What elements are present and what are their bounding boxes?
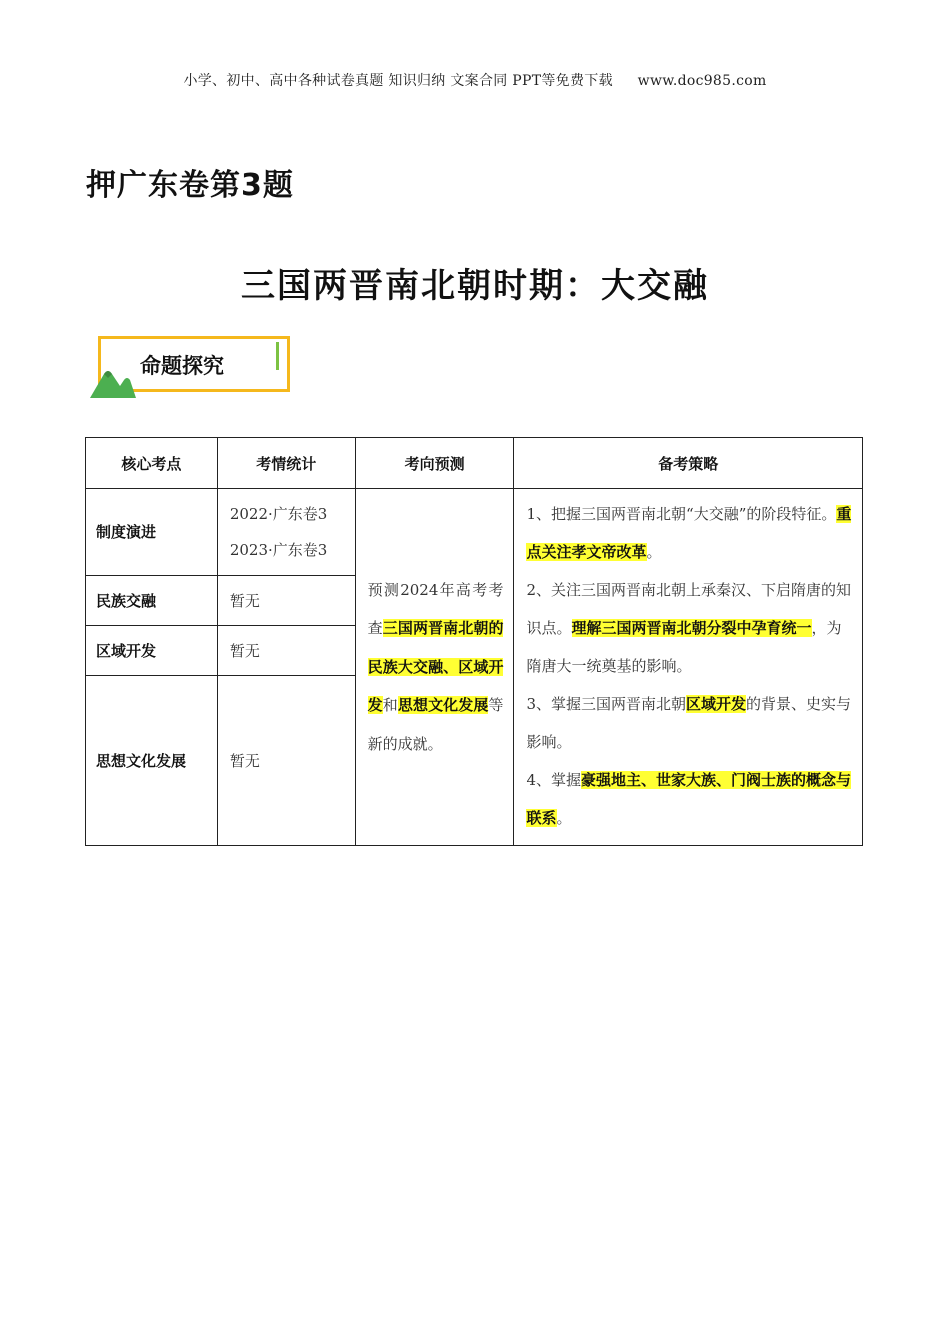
stats-item: 2022·广东卷3	[229, 504, 328, 523]
table-row	[86, 489, 863, 576]
stats-cell: 暂无	[217, 675, 355, 845]
prediction-highlight: 思想文化发展	[397, 696, 489, 715]
banner-label: 命题探究	[140, 354, 224, 378]
prediction-text: 和	[382, 696, 398, 715]
main-title	[0, 258, 950, 307]
table-header-row	[86, 438, 863, 489]
strategy-text: 1、把握三国两晋南北朝“大交融”的阶段特征。	[526, 505, 837, 523]
strategy-text: 2、关注三国两晋南北朝上承秦汉、下启隋唐的知识点。	[526, 581, 852, 637]
page-title: 押广东卷第3题	[86, 168, 294, 203]
topic-cell: 思想文化发展	[86, 675, 218, 845]
prediction-text: 等新的成就。	[367, 696, 504, 753]
main-title-text: 三国两晋南北朝时期：大交融	[241, 266, 709, 306]
section-banner	[90, 334, 296, 398]
prediction-highlight: 三国两晋南北朝的民族大交融、区域开发	[367, 619, 504, 715]
header-stats: 考情统计	[217, 438, 355, 489]
stats-cell: 暂无	[217, 625, 355, 675]
strategy-cell	[514, 489, 863, 846]
strategy-item	[526, 761, 852, 837]
header-topic: 核心考点	[86, 438, 218, 489]
strategy-highlight: 区域开发	[686, 695, 747, 713]
strategy-text: 。	[556, 809, 572, 827]
stats-item: 2023·广东卷3	[229, 540, 328, 559]
strategy-text: 4、掌握	[526, 771, 582, 789]
strategy-text: ，为隋唐大一统奠基的影响。	[526, 619, 842, 675]
stats-cell	[217, 489, 355, 576]
mountain-icon	[90, 362, 138, 398]
strategy-item	[526, 685, 852, 761]
strategy-highlight: 豪强地主、世家大族、门阀士族的概念与联系	[526, 771, 852, 827]
page-header	[0, 70, 950, 90]
header-text: 小学、初中、高中各种试卷真题 知识归纳 文案合同 PPT等免费下载	[183, 73, 613, 89]
strategy-highlight: 理解三国两晋南北朝分裂中孕育统一	[571, 619, 812, 637]
strategy-text: 3、掌握三国两晋南北朝	[526, 695, 687, 713]
strategy-text: 。	[646, 543, 662, 561]
strategy-item	[526, 571, 852, 685]
prediction-cell	[355, 489, 514, 846]
strategy-highlight: 重点关注孝文帝改革	[526, 505, 852, 561]
topic-cell: 制度演进	[86, 489, 218, 576]
header-prediction: 考向预测	[355, 438, 514, 489]
prediction-text: 预测2024年高考考查	[367, 580, 504, 638]
exam-analysis-table	[85, 437, 863, 846]
strategy-item	[526, 495, 852, 571]
stats-cell: 暂无	[217, 575, 355, 625]
strategy-text: 的背景、史实与影响。	[526, 695, 852, 751]
topic-cell: 区域开发	[86, 625, 218, 675]
banner-accent	[276, 342, 279, 370]
header-strategy: 备考策略	[514, 438, 863, 489]
topic-cell: 民族交融	[86, 575, 218, 625]
header-site: www.doc985.com	[637, 73, 767, 89]
